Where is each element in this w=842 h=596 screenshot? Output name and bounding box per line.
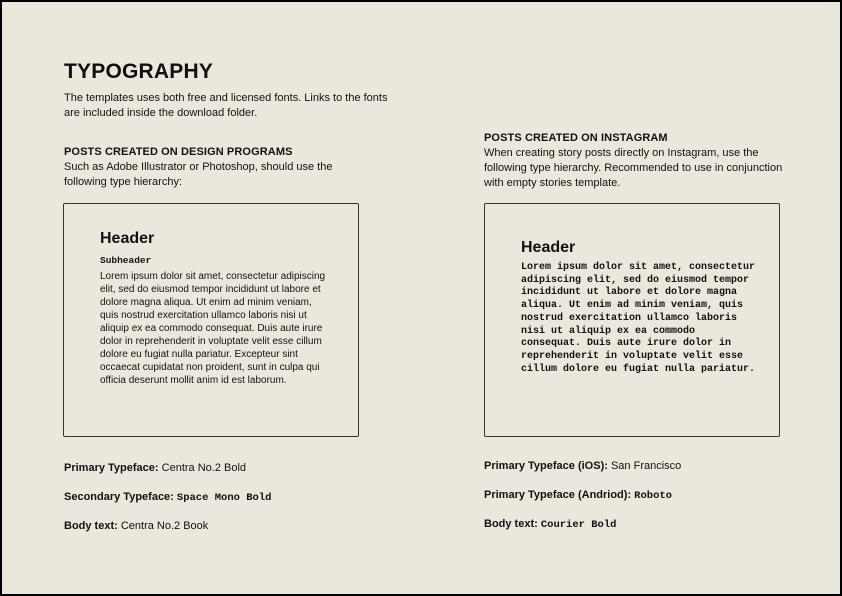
- spec-primary-typeface-ios: [484, 460, 681, 472]
- page-title: TYPOGRAPHY: [64, 60, 214, 83]
- spec-value: Courier Bold: [540, 519, 617, 531]
- spec-body-text: [484, 518, 616, 531]
- intro-text: The templates uses both free and licensed fonts. Links to the fonts are included inside the download folder.: [64, 92, 388, 119]
- sample-subheader: Subheader: [100, 255, 152, 266]
- spec-value: Centra No.2 Book: [120, 520, 209, 532]
- left-section-heading: POSTS CREATED ON DESIGN PROGRAMS: [64, 146, 293, 158]
- sample-header: Header: [521, 239, 576, 256]
- sample-header: Header: [100, 230, 155, 247]
- spec-body-text: [64, 520, 208, 532]
- spec-primary-typeface: [64, 462, 246, 474]
- page: [2, 2, 840, 594]
- spec-label: Primary Typeface (Andriod):: [484, 489, 632, 501]
- right-section-description: When creating story posts directly on Instagram, use the following type hierarchy. Recommended to use in conjunction with empty stories template.: [484, 147, 783, 189]
- spec-label: Primary Typeface:: [64, 462, 159, 474]
- spec-value: Centra No.2 Bold: [161, 462, 247, 474]
- spec-label: Secondary Typeface:: [64, 491, 174, 503]
- sample-body-text: Lorem ipsum dolor sit amet, consectetur adipiscing elit, sed do eiusmod tempor incididunt ut labore et dolore magna aliqua. Ut enim ad minim veniam, quis nostrud exercitation ullamco laboris nisi ut aliquip ex ea commodo consequat. Duis aute irure dolor in reprehenderit in voluptate velit esse cillum dolore eu fugiat nulla pariatur. Excepteur sint occaecat cupidatat non proident, sunt in culpa qui officia deserunt mollit anim id est laborum.: [100, 271, 326, 386]
- spec-secondary-typeface: [64, 491, 271, 504]
- spec-value: San Francisco: [610, 460, 682, 472]
- spec-label: Body text:: [64, 520, 118, 532]
- spec-value: Space Mono Bold: [176, 492, 272, 504]
- left-section-description: Such as Adobe Illustrator or Photoshop, should use the following type hierarchy:: [64, 161, 333, 188]
- spec-label: Primary Typeface (iOS):: [484, 460, 608, 472]
- sample-body-text: Lorem ipsum dolor sit amet, consectetur adipiscing elit, sed do eiusmod tempor incididunt ut labore et dolore magna aliqua. Ut enim ad minim veniam, quis nostrud exercitation ullamco laboris nisi ut aliquip ex ea commodo consequat. Duis aute irure dolor in reprehenderit in voluptate velit esse cillum dolore eu fugiat nulla pariatur.: [521, 262, 756, 375]
- design-programs-sample-box: [63, 203, 359, 437]
- instagram-sample-box: [484, 203, 780, 437]
- right-section-heading: POSTS CREATED ON INSTAGRAM: [484, 132, 668, 144]
- spec-label: Body text:: [484, 518, 538, 530]
- spec-value: Roboto: [634, 490, 672, 502]
- spec-primary-typeface-android: [484, 489, 672, 502]
